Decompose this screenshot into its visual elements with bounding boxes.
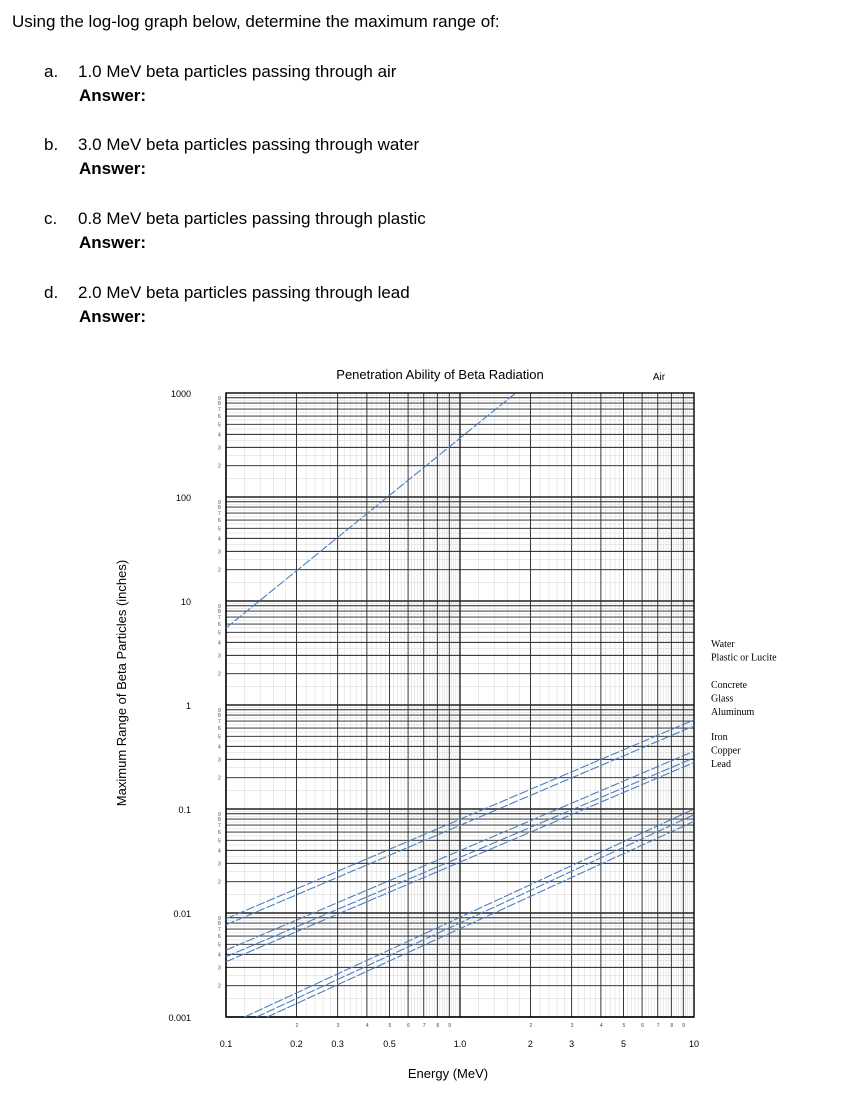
y-minor-digit: 3 [218,445,221,452]
beta-range-chart [0,350,850,1090]
y-tick-label: 1 [185,701,191,711]
question-c-letter: c. [44,209,58,228]
question-c [44,209,426,252]
y-minor-digit: 7 [218,927,221,934]
y-minor-digit: 9 [218,395,221,402]
x-tick-label: 0.5 [383,1039,396,1049]
y-minor-digit: 3 [218,549,221,556]
y-tick-label: 1000 [170,389,191,399]
y-minor-digit: 4 [218,848,221,855]
instructions: Using the log-log graph below, determine the maximum range of: [12,12,500,31]
y-minor-digit: 5 [218,422,221,429]
chart-title: Penetration Ability of Beta Radiation [336,367,544,382]
x-tick-label: 0.2 [290,1039,303,1049]
y-minor-digit: 2 [218,463,221,470]
x-tick-label: 1.0 [453,1039,467,1049]
y-minor-digit: 8 [218,713,221,720]
legend-label-plastic-or-lucite: Plastic or Lucite [711,652,777,664]
y-tick-label: 10 [180,597,191,607]
answer-c-label: Answer: [79,233,147,252]
chart-legend [711,639,777,770]
x-tick-label: 2 [527,1039,533,1049]
x-minor-digit: 5 [622,1023,626,1029]
y-minor-digit: 5 [218,942,221,949]
x-minor-digit: 4 [599,1023,603,1029]
y-minor-digit: 2 [218,671,221,678]
question-b-letter: b. [44,135,59,154]
y-minor-digit: 7 [218,719,221,726]
legend-label-concrete: Concrete [711,680,748,691]
y-tick-label: 100 [175,493,191,503]
x-tick-label: 0.3 [331,1039,344,1049]
y-minor-digit: 8 [218,401,221,408]
x-tick-label: 5 [621,1039,627,1049]
legend-label-glass: Glass [711,693,734,705]
y-minor-digit: 3 [218,653,221,660]
y-minor-digit: 2 [218,983,221,990]
x-minor-digit: 5 [388,1023,392,1029]
question-a-text: 1.0 MeV beta particles passing through air [78,62,397,81]
question-a [44,62,397,105]
y-minor-digit: 5 [218,526,221,533]
y-minor-digit: 6 [218,934,221,941]
question-a-letter: a. [44,62,59,81]
y-minor-digit: 7 [218,511,221,518]
y-minor-digit: 6 [218,414,221,421]
x-minor-digit: 3 [336,1023,340,1029]
x-tick-label: 3 [569,1039,575,1049]
y-minor-digit: 5 [218,838,221,845]
legend-label-water: Water [711,639,735,650]
y-minor-digit: 4 [218,640,221,647]
legend-label-iron: Iron [711,732,728,743]
x-minor-digit: 3 [570,1023,574,1029]
answer-b-label: Answer: [79,159,147,178]
y-minor-digit: 6 [218,830,221,837]
x-tick-label: 10 [688,1039,700,1049]
y-minor-digit: 9 [218,811,221,818]
legend-label-aluminum: Aluminum [711,707,755,718]
y-minor-digit: 6 [218,622,221,629]
y-minor-digit: 9 [218,915,221,922]
y-tick-label: 0.01 [173,909,191,919]
y-minor-digit: 9 [218,499,221,506]
y-minor-digit: 5 [218,630,221,637]
y-minor-digit: 9 [218,707,221,714]
x-tick-label: 0.1 [219,1039,233,1049]
y-minor-digit: 3 [218,965,221,972]
x-minor-digit: 4 [365,1023,369,1029]
legend-label-lead: Lead [711,759,731,770]
x-minor-digit: 6 [641,1023,644,1029]
y-minor-digit: 4 [218,536,221,543]
y-minor-digit: 8 [218,609,221,616]
x-axis-label: Energy (MeV) [407,1066,489,1081]
y-minor-digit: 7 [218,615,221,622]
y-minor-digit: 8 [218,505,221,512]
x-minor-digit: 2 [295,1023,299,1029]
answer-a-label: Answer: [79,86,147,105]
y-minor-digit: 7 [218,407,221,414]
question-d [44,283,410,326]
y-minor-digit: 2 [218,567,221,574]
x-minor-digit: 7 [656,1023,660,1029]
y-tick-label: 0.1 [178,805,191,815]
x-minor-digit: 6 [407,1023,410,1029]
question-c-text: 0.8 MeV beta particles passing through plastic [78,209,426,228]
y-minor-digit: 8 [218,817,221,824]
x-minor-digit: 8 [436,1023,440,1029]
y-minor-digit: 4 [218,432,221,439]
x-minor-digit: 9 [682,1023,686,1029]
answer-d-label: Answer: [79,307,147,326]
air-series-label: Air [652,372,666,383]
y-minor-digit: 4 [218,952,221,959]
y-axis-label: Maximum Range of Beta Particles (inches) [114,559,129,807]
x-minor-digit: 9 [448,1023,452,1029]
y-minor-digit: 9 [218,603,221,610]
question-b-text: 3.0 MeV beta particles passing through water [78,135,420,154]
y-minor-digit: 6 [218,726,221,733]
x-minor-digit: 7 [422,1023,426,1029]
y-minor-digit: 5 [218,734,221,741]
y-minor-digit: 7 [218,823,221,830]
question-d-letter: d. [44,283,59,302]
y-minor-digit: 3 [218,861,221,868]
y-minor-digit: 4 [218,744,221,751]
question-b [44,135,420,178]
y-minor-digit: 8 [218,921,221,928]
x-minor-digit: 2 [529,1023,533,1029]
y-minor-digit: 2 [218,879,221,886]
legend-label-copper: Copper [711,745,741,757]
question-d-text: 2.0 MeV beta particles passing through lead [78,283,410,302]
y-minor-digit: 3 [218,757,221,764]
x-minor-digit: 8 [670,1023,674,1029]
y-minor-digit: 2 [218,775,221,782]
series-line-air [226,393,516,628]
y-minor-digit: 6 [218,518,221,525]
y-tick-label: 0.001 [168,1013,191,1023]
